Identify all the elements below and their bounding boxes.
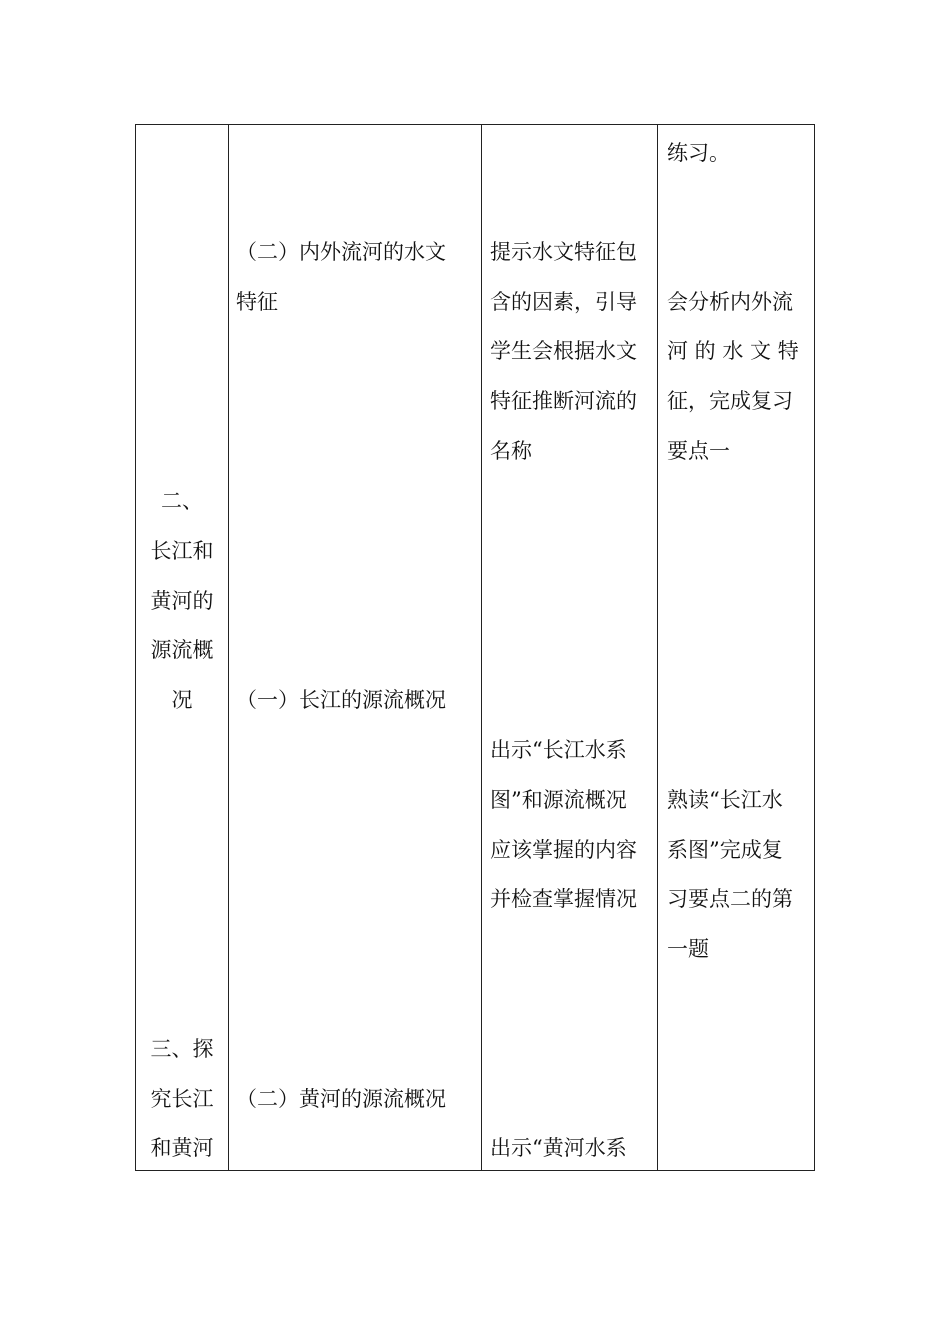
lesson-plan-table — [135, 124, 815, 1171]
teacher-text: 出示“长江水系 — [490, 738, 627, 762]
teacher-text: 含的因素，引导 — [490, 290, 637, 314]
teacher-text: 应该掌握的内容 — [490, 838, 637, 862]
teacher-text: 名称 — [490, 439, 532, 463]
section-text: 和黄河 — [150, 1136, 214, 1160]
section-text: 源流概 — [150, 638, 214, 662]
section-column — [136, 125, 228, 1170]
teacher-text: 特征推断河流的 — [490, 389, 637, 413]
teacher-text: 提示水文特征包 — [490, 240, 637, 264]
student-activity-column — [657, 125, 815, 1170]
teacher-activity-column — [481, 125, 657, 1170]
section-text: 究长江 — [150, 1087, 214, 1111]
student-text: 练习。 — [667, 141, 730, 165]
content-text: （一）长江的源流概况 — [236, 688, 446, 712]
student-text: 河 的 水 文 特 — [667, 339, 799, 363]
section-text: 二、 — [161, 489, 203, 513]
student-text: 熟读“长江水 — [667, 788, 783, 812]
section-text: 黄河的 — [150, 589, 214, 613]
section-text: 况 — [171, 688, 193, 712]
teacher-text: 并检查掌握情况 — [490, 887, 637, 911]
content-column — [228, 125, 481, 1170]
student-text: 要点一 — [667, 439, 730, 463]
content-text: （二）内外流河的水文 — [236, 240, 446, 264]
section-text: 长江和 — [150, 539, 214, 563]
teacher-text: 图”和源流概况 — [490, 788, 627, 812]
student-text: 系图”完成复 — [667, 838, 783, 862]
student-text: 一题 — [667, 937, 709, 961]
teacher-text: 出示“黄河水系 — [490, 1136, 627, 1160]
section-text: 三、探 — [150, 1037, 214, 1061]
content-text: 特征 — [236, 290, 278, 314]
content-text: （二）黄河的源流概况 — [236, 1087, 446, 1111]
teacher-text: 学生会根据水文 — [490, 339, 637, 363]
student-text: 习要点二的第 — [667, 887, 793, 911]
student-text: 会分析内外流 — [667, 290, 793, 314]
student-text: 征，完成复习 — [667, 389, 793, 413]
